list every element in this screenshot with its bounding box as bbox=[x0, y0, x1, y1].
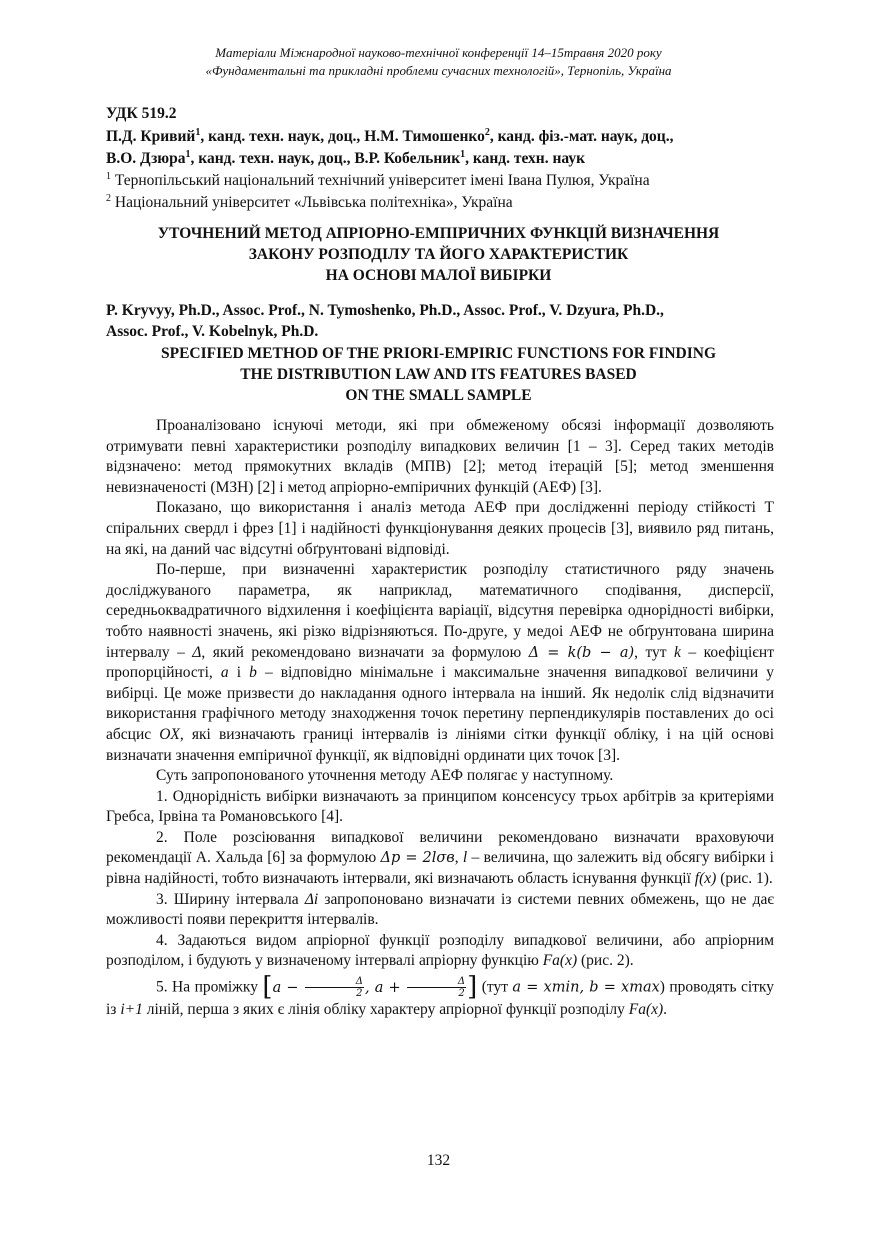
author-2-sup: 2 bbox=[484, 126, 490, 138]
title-ua-line-3: НА ОСНОВІ МАЛОЇ ВИБІРКИ bbox=[325, 267, 552, 284]
paragraph-8 bbox=[106, 931, 774, 972]
formula-field: Δp = 2lσв bbox=[380, 850, 455, 867]
interval-a-right: a bbox=[374, 979, 384, 996]
paragraph-2: Показано, що використання і аналіз метода АЕФ при дослідженні періоду стійкості Т спіральних свердл і фрез [1] і надійності функціонування деяких процесів [3], виявило ряд питань, на які, на даний час відсутні обґрунтовані відповіді. bbox=[106, 499, 774, 558]
authors-en-line-1: P. Kryvyy, Ph.D., Assoc. Prof., N. Tymoshenko, Ph.D., Assoc. Prof., V. Dzyura, Ph.D., bbox=[106, 302, 664, 319]
author-3-degree: , канд. техн. наук, доц., bbox=[190, 150, 355, 167]
authors-ua-line-1 bbox=[106, 126, 774, 148]
p9-text-1: 5. На проміжку bbox=[156, 978, 263, 996]
authors-en-line-2: Assoc. Prof., V. Kobelnyk, Ph.D. bbox=[106, 323, 319, 340]
frac-left bbox=[305, 976, 364, 999]
frac-right-den: 2 bbox=[458, 988, 465, 1000]
author-1-sup: 1 bbox=[195, 126, 201, 138]
author-2-degree: , канд. фіз.-мат. наук, доц., bbox=[489, 128, 674, 145]
p6-text-2: , bbox=[454, 849, 463, 867]
p9-text-3: ) проводять сітку із bbox=[106, 978, 774, 1019]
p9-text-5: . bbox=[663, 1001, 668, 1019]
p3-var-k: k bbox=[674, 643, 681, 661]
p3-text-5: і bbox=[228, 664, 250, 682]
p6-fx: f(x) bbox=[694, 870, 717, 888]
title-en-line-3: ON THE SMALL SAMPLE bbox=[345, 387, 532, 404]
conference-header bbox=[0, 44, 877, 80]
conference-line-1: Матеріали Міжнародної науково-технічної конференції 14–15травня 2020 року bbox=[215, 45, 662, 60]
p9-text-2: (тут bbox=[477, 978, 513, 996]
p7-delta-i: Δi bbox=[304, 890, 319, 908]
interval-a-left: a bbox=[272, 979, 282, 996]
p8-text-1: 4. Задаються видом апріорної функції розподілу випадкової величини, або апріорним розподілом, і будують у визначеному інтервалі апріорну функцію bbox=[106, 931, 774, 970]
author-4-degree: , канд. техн. наук bbox=[465, 150, 586, 167]
affiliation-2-sup: 2 bbox=[106, 192, 111, 204]
paragraph-9 bbox=[106, 971, 774, 1021]
paragraph-4: Суть запропонованого уточнення методу АЕФ полягає у наступному. bbox=[156, 767, 614, 785]
p6-text-3: – величина, що залежить від обсягу вибірки і рівна надійності, тобто визначають інтервали, які визначають область існування функції bbox=[106, 849, 774, 888]
frac-left-den: 2 bbox=[356, 988, 363, 1000]
author-3: В.О. Дзюра bbox=[106, 150, 186, 167]
affiliation-2-text: Національний університет «Львівська політехніка», Україна bbox=[111, 194, 513, 211]
affiliation-1-text: Тернопільський національний технічний університет імені Івана Пулюя, Україна bbox=[111, 172, 650, 189]
frac-left-num: Δ bbox=[305, 976, 364, 988]
frac-right bbox=[407, 976, 466, 999]
p6-var-l: l bbox=[462, 849, 468, 867]
conference-line-2: «Фундаментальні та прикладні проблеми сучасних технологій», Тернопіль, Україна bbox=[205, 63, 672, 78]
title-ua-line-2: ЗАКОНУ РОЗПОДІЛУ ТА ЙОГО ХАРАКТЕРИСТИК bbox=[248, 246, 629, 263]
p3-axis-ox: OX bbox=[159, 725, 180, 743]
affiliation-1-sup: 1 bbox=[106, 170, 111, 182]
paragraph-1: Проаналізовано існуючі методи, які при обмеженому обсязі інформації дозволяють отримувати певні характеристики розподілу випадкових величин [1 – 3]. Серед таких методів відзначено: метод прямокутних вкладів (МПВ) [2]; метод ітерацій [5]; метод зменшення невизначеності (МЗН) [2] і метод апріорно-емпіричних функцій (АЕФ) [3]. bbox=[106, 417, 774, 496]
p9-text-4: ліній, перша з яких є лінія обліку характеру апріорної функції розподілу bbox=[142, 1001, 629, 1019]
paragraph-6 bbox=[106, 828, 774, 890]
formula-interval: [a − $\frac{\Delta}{2}$ , a + $\frac{\Delta}{2}$ ] bbox=[262, 971, 478, 1002]
authors-ua-line-2 bbox=[106, 148, 774, 170]
title-ua-line-1: УТОЧНЕНИЙ МЕТОД АПРІОРНО-ЕМПІРИЧНИХ ФУНКЦІЙ ВИЗНАЧЕННЯ bbox=[157, 225, 720, 242]
p9-i-plus-1: i+1 bbox=[120, 1001, 143, 1019]
p3-var-b: b bbox=[249, 664, 257, 682]
p3-text-1: По-перше, при визначенні характеристик розподілу статистичного ряду значень досліджуваного параметра, як наприклад, математичного сподівання, дисперсії, середньоквадратичного відхилення і коефіцієнта варіації, відсутня перевірка однорідності вибірки, тобто наявності значень, які різко відрізняються. По-друге, у медоі АЕФ не обґрунтована ширина інтервалу – bbox=[106, 561, 774, 661]
author-4-sup: 1 bbox=[460, 148, 466, 160]
p6-text-4: (рис. 1). bbox=[716, 870, 773, 888]
p3-text-2: , який рекомендовано визначати за формулою bbox=[201, 643, 529, 661]
p8-text-2: (рис. 2). bbox=[577, 952, 634, 970]
p3-text-6: – відповідно мінімальне і максимальне значення випадкової величини у вибірці. Це може призвести до накладання одного інтервала на інший. Як недолік слід відзначити використання графічного методу знаходження точок перетину перпендикулярів поставлених до осі абсцис bbox=[106, 664, 774, 743]
p3-var-a: a bbox=[220, 664, 229, 682]
body-text bbox=[106, 416, 774, 1021]
paper-title-ua bbox=[80, 223, 797, 286]
p3-text-4: – коефіцієнт пропорційності, bbox=[106, 643, 774, 682]
p7-text-2: запропоновано визначати із системи певних обмежень, що не дає можливості появи перекриття інтервалів. bbox=[106, 890, 774, 929]
author-1-degree: , канд. техн. наук, доц., bbox=[200, 128, 365, 145]
author-2: Н.М. Тимошенко bbox=[364, 128, 485, 145]
author-1: П.Д. Кривий bbox=[106, 128, 196, 145]
udc-code: УДК 519.2 bbox=[106, 105, 177, 122]
title-en-line-1: SPECIFIED METHOD OF THE PRIORI-EMPIRIC FUNCTIONS FOR FINDING bbox=[160, 345, 717, 362]
p3-text-7: , які визначають границі інтервалів із лініями сітки функції обліку, і на цій основі визначати значення емпіричної функції, як відповідні ординати цих точок [3]. bbox=[106, 725, 774, 764]
author-4: В.Р. Кобельник bbox=[354, 150, 461, 167]
p6-text-1: 2. Поле розсіювання випадкової величини рекомендовано визначати враховуючи рекомендації А. Хальда [6] за формулою bbox=[106, 828, 774, 867]
affiliation-2 bbox=[106, 192, 774, 214]
p8-fa: Fa(x) bbox=[542, 952, 578, 970]
authors-en bbox=[106, 300, 774, 342]
authors-ua bbox=[106, 126, 774, 214]
p7-text-1: 3. Ширину інтервала bbox=[156, 890, 305, 908]
frac-right-num: Δ bbox=[407, 976, 466, 988]
formula-min-max: a = xmin, b = xmax bbox=[512, 979, 660, 996]
paragraph-7 bbox=[106, 890, 774, 931]
paper-title-en bbox=[80, 343, 797, 406]
affiliation-1 bbox=[106, 170, 774, 192]
paragraph-5: 1. Однорідність вибірки визначають за принципом консенсусу трьох арбітрів за критеріями Гребса, Ірвіна та Романовського [4]. bbox=[106, 787, 774, 826]
p9-fa: Fa(x) bbox=[628, 1001, 664, 1019]
paragraph-3 bbox=[106, 560, 774, 766]
author-3-sup: 1 bbox=[185, 148, 191, 160]
p3-delta: Δ bbox=[192, 643, 202, 661]
title-en-line-2: THE DISTRIBUTION LAW AND ITS FEATURES BASED bbox=[240, 366, 637, 383]
formula-delta: Δ = k(b − a) bbox=[528, 644, 635, 661]
page-number: 132 bbox=[426, 1152, 451, 1169]
p3-text-3: , тут bbox=[634, 643, 675, 661]
